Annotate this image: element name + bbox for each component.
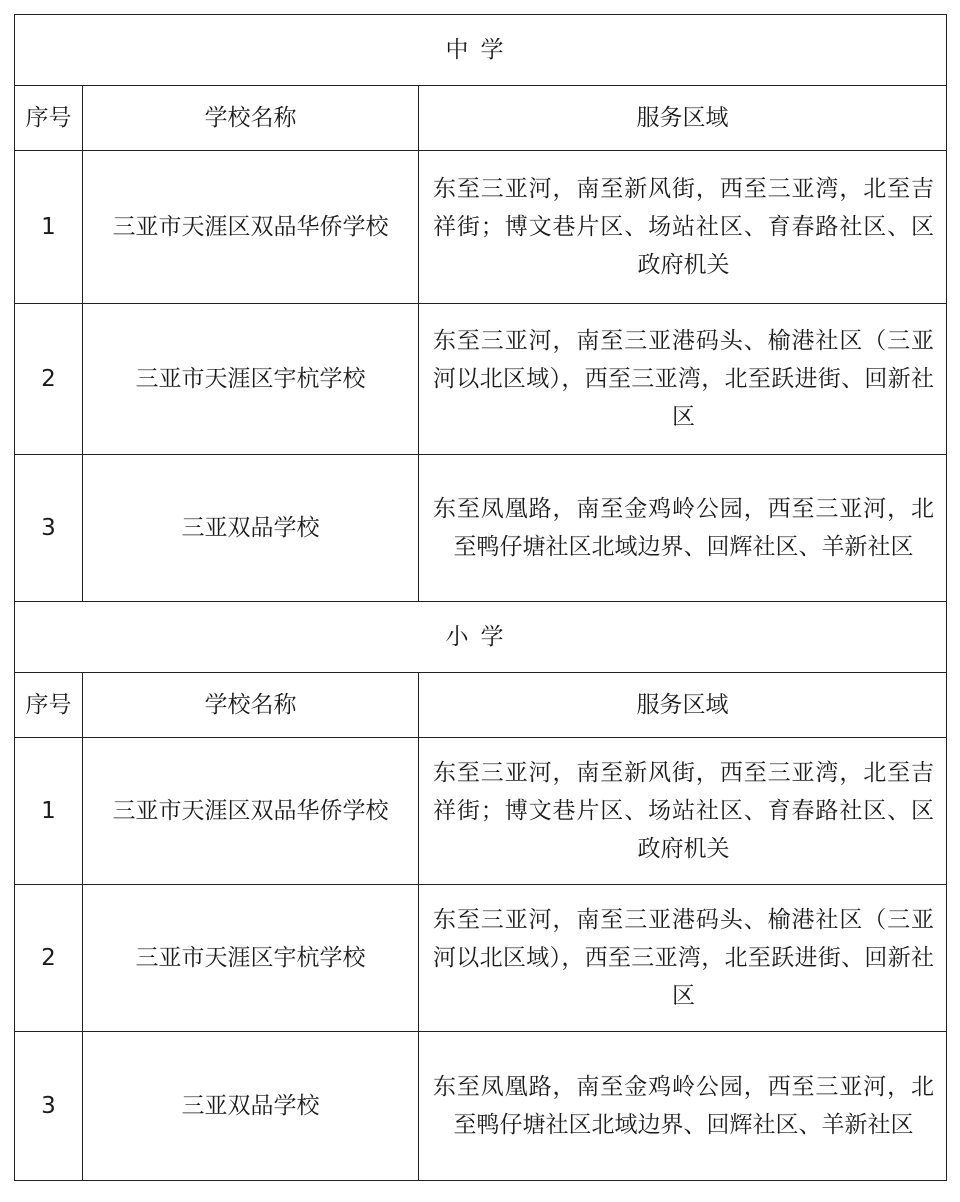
header-service-area: 服务区域 <box>419 86 947 151</box>
service-area: 东至三亚河，南至新风街，西至三亚湾，北至吉祥街；博文巷片区、场站社区、育春路社区、区政府机关 <box>419 151 947 304</box>
table-row <box>15 304 947 455</box>
school-name: 三亚市天涯区双品华侨学校 <box>83 738 419 885</box>
table-row <box>15 455 947 602</box>
service-area: 东至凤凰路，南至金鸡岭公园，西至三亚河，北至鸭仔塘社区北域边界、回辉社区、羊新社区 <box>419 1032 947 1181</box>
row-number: 3 <box>15 1032 83 1181</box>
header-school-name: 学校名称 <box>83 86 419 151</box>
section-title: 小学 <box>15 602 947 673</box>
service-area: 东至凤凰路，南至金鸡岭公园，西至三亚河，北至鸭仔塘社区北域边界、回辉社区、羊新社区 <box>419 455 947 602</box>
header-row <box>15 86 947 151</box>
row-number: 2 <box>15 885 83 1032</box>
school-name: 三亚双品学校 <box>83 1032 419 1181</box>
service-area: 东至三亚河，南至新风街，西至三亚湾，北至吉祥街；博文巷片区、场站社区、育春路社区、区政府机关 <box>419 738 947 885</box>
row-number: 3 <box>15 455 83 602</box>
header-no: 序号 <box>15 673 83 738</box>
school-name: 三亚市天涯区双品华侨学校 <box>83 151 419 304</box>
school-name: 三亚市天涯区宇杭学校 <box>83 885 419 1032</box>
section-primary-school <box>15 602 947 1181</box>
table-row <box>15 1032 947 1181</box>
school-name: 三亚双品学校 <box>83 455 419 602</box>
table-row <box>15 151 947 304</box>
section-middle-school <box>15 15 947 602</box>
service-area: 东至三亚河，南至三亚港码头、榆港社区（三亚河以北区域），西至三亚湾，北至跃进街、回新社区 <box>419 304 947 455</box>
row-number: 2 <box>15 304 83 455</box>
row-number: 1 <box>15 151 83 304</box>
header-school-name: 学校名称 <box>83 673 419 738</box>
school-name: 三亚市天涯区宇杭学校 <box>83 304 419 455</box>
row-number: 1 <box>15 738 83 885</box>
school-zone-table <box>14 14 947 1181</box>
header-service-area: 服务区域 <box>419 673 947 738</box>
header-row <box>15 673 947 738</box>
service-area: 东至三亚河，南至三亚港码头、榆港社区（三亚河以北区域），西至三亚湾，北至跃进街、回新社区 <box>419 885 947 1032</box>
table-row <box>15 738 947 885</box>
header-no: 序号 <box>15 86 83 151</box>
table-row <box>15 885 947 1032</box>
section-title: 中学 <box>15 15 947 86</box>
